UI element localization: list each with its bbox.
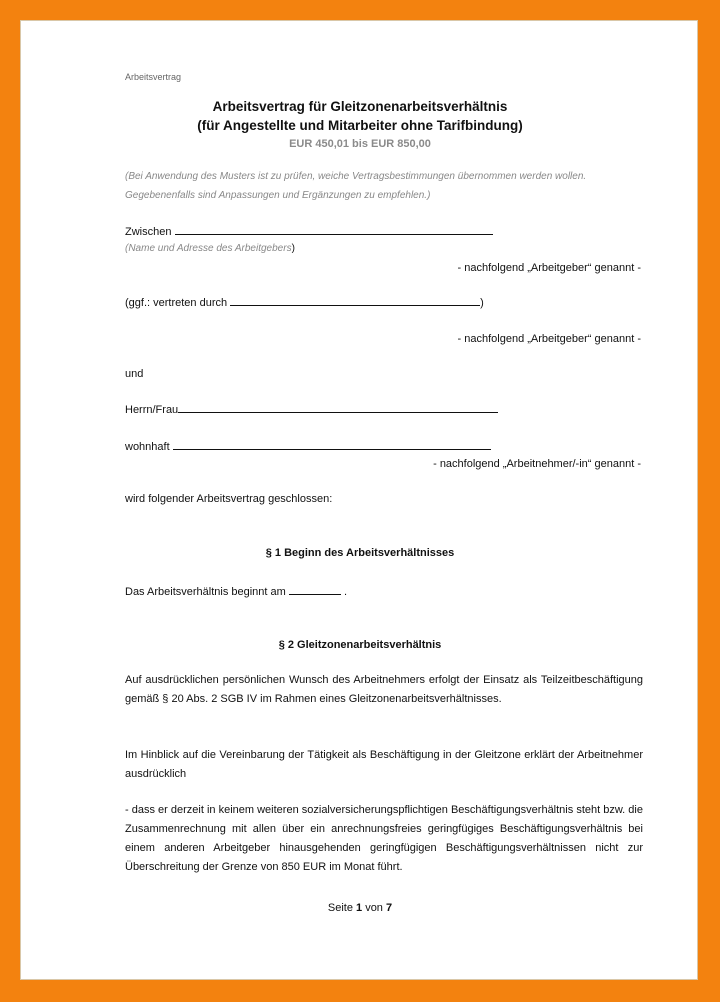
employer-designation-2: - nachfolgend „Arbeitgeber“ genannt - xyxy=(457,333,641,345)
document-page xyxy=(20,20,698,980)
section2-paragraph-3: - dass er derzeit in keinem weiteren sozialversicherungspflichtigen Beschäftigungsverhältnis steht bzw. die Zusammenrechnung mit allen über ein anrechnungsfreies geringfügiges Beschäftigungsverhältnis bei einem anderen Arbeitgeber hinausgehenden geringfügigen Beschäftigungsverhältnissen nicht zur Überschreitung der Grenze von 850 EUR im Monat führt. xyxy=(125,804,643,873)
start-date-period: . xyxy=(343,586,347,598)
employee-name-line[interactable] xyxy=(178,402,498,413)
represented-label: (ggf.: vertreten durch xyxy=(125,297,228,309)
section1-heading: § 1 Beginn des Arbeitsverhältnisses xyxy=(265,547,455,559)
address-line[interactable] xyxy=(173,439,491,450)
contract-concluded: wird folgender Arbeitsvertrag geschlossen: xyxy=(125,493,333,505)
start-date-line[interactable] xyxy=(289,584,341,595)
section2-heading: § 2 Gleitzonenarbeitsverhältnis xyxy=(278,639,442,651)
und-label: und xyxy=(125,368,144,380)
employer-name-line[interactable] xyxy=(175,224,493,235)
salary-range: EUR 450,01 bis EUR 850,00 xyxy=(289,138,431,150)
zwischen-label: Zwischen xyxy=(125,226,172,238)
document-title: Arbeitsvertrag für Gleitzonenarbeitsverhältnis xyxy=(212,99,508,114)
usage-note: (Bei Anwendung des Musters ist zu prüfen, weiche Vertragsbestimmungen übernommen werden wollen. Gegebenenfalls sind Anpassungen und Ergänzungen zu empfehlen.) xyxy=(125,171,587,201)
wohnhaft-label: wohnhaft xyxy=(125,441,170,453)
address-row xyxy=(125,439,491,454)
section2-paragraph-2: Im Hinblick auf die Vereinbarung der Tätigkeit als Beschäftigung in der Gleitzone erklärt der Arbeitnehmer ausdrücklich xyxy=(125,749,643,780)
employee-designation: - nachfolgend „Arbeitnehmer/-in“ genannt - xyxy=(433,458,641,470)
section2-paragraph-1: Auf ausdrücklichen persönlichen Wunsch des Arbeitnehmers erfolgt der Einsatz als Teilzeitbeschäftigung gemäß § 20 Abs. 2 SGB IV im Rahmen eines Gleitzonenarbeitsverhältnisses. xyxy=(125,674,643,705)
start-date-label: Das Arbeitsverhältnis beginnt am xyxy=(125,586,286,598)
represented-close: ) xyxy=(480,297,484,309)
herr-frau-label: Herrn/Frau xyxy=(125,404,179,416)
employer-designation: - nachfolgend „Arbeitgeber“ genannt - xyxy=(457,262,641,274)
footer-prefix: Seite xyxy=(327,902,353,914)
footer-page-number: 1 xyxy=(356,902,363,914)
footer-middle: von xyxy=(365,902,383,914)
footer-page-total: 7 xyxy=(386,902,393,914)
employer-row xyxy=(125,224,493,239)
employer-hint: (Name und Adresse des Arbeitgebers) xyxy=(125,243,295,254)
start-date-row xyxy=(125,584,347,599)
represented-row xyxy=(125,295,484,310)
document-header: Arbeitsvertrag xyxy=(125,72,182,82)
represented-line[interactable] xyxy=(230,295,480,306)
page-footer xyxy=(21,901,699,915)
employee-row xyxy=(125,402,498,417)
document-subtitle: (für Angestellte und Mitarbeiter ohne Tarifbindung) xyxy=(197,118,523,133)
